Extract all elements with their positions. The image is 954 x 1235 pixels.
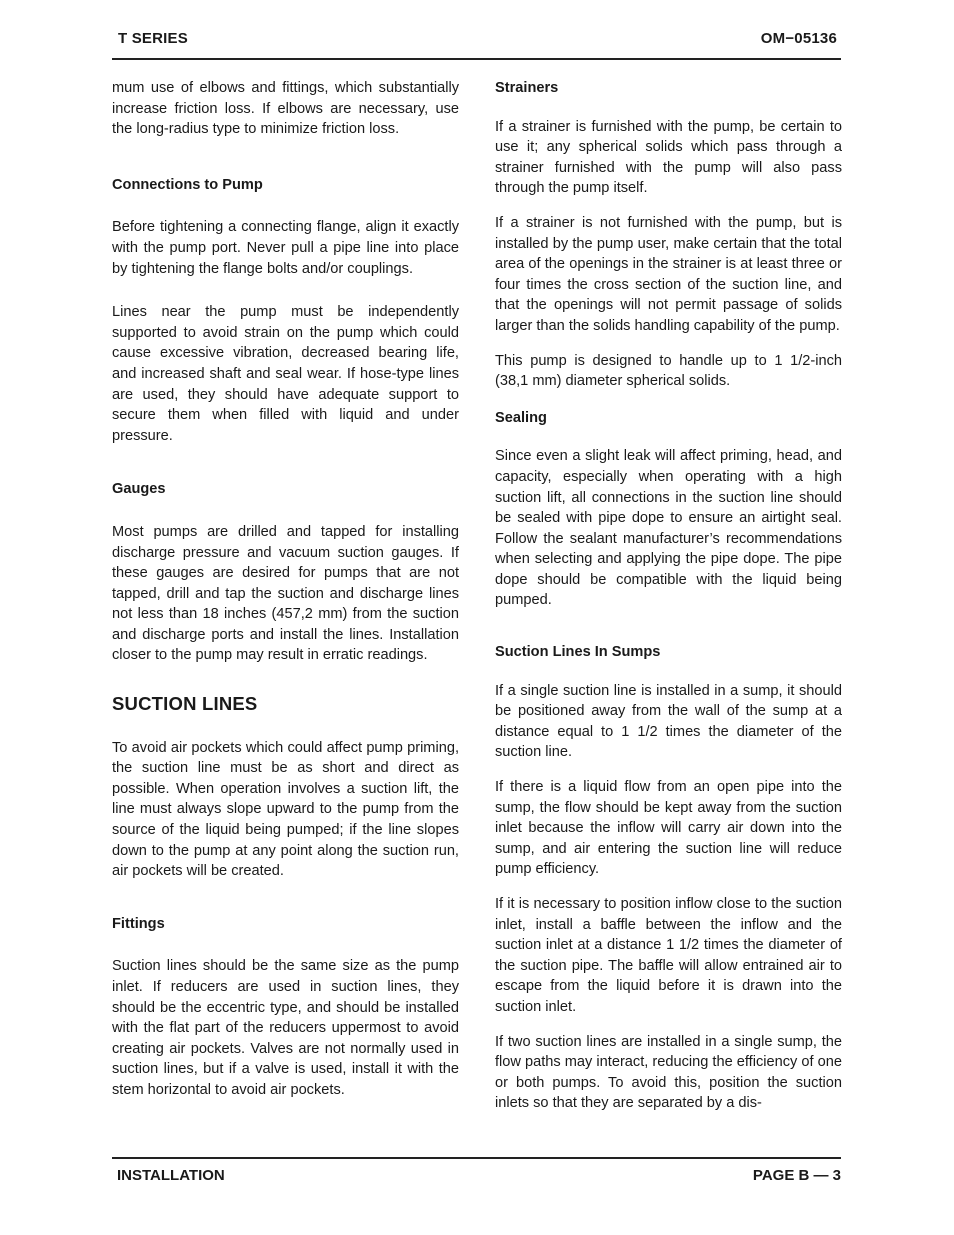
left-column [112, 78, 459, 1115]
connections-paragraph-2: Lines near the pump must be independently supported to avoid strain on the pump which could cause excessive vibration, decreased bearing life, and increased shaft and seal wear. If hose-type lines are used, they should have adequate support to secure them when filled with liquid and under pressure. [112, 304, 459, 444]
sumps-paragraph-2: If there is a liquid flow from an open pipe into the sump, the flow should be kept away from the suction inlet because the inflow will carry air down into the sump, and air entering the suction line will reduce pump efficiency. [495, 779, 842, 878]
page-footer [112, 1157, 841, 1189]
connections-paragraph-1: Before tightening a connecting flange, align it exactly with the pump port. Never pull a pipe line into place by tightening the flange bolts and/or couplings. [112, 219, 459, 277]
sealing-paragraph: Since even a slight leak will affect priming, head, and capacity, especially when operating with a high suction lift, all connections in the suction line should be sealed with pipe dope to ensure an airtight seal. Follow the sealant manufacturer’s recommendations when selecting and applying the pipe dope. The pipe dope should be compatible with the liquid being pumped. [495, 448, 842, 609]
connections-heading: Connections to Pump [112, 176, 263, 193]
right-column [495, 78, 842, 1128]
document-number: OM−05136 [760, 30, 837, 47]
sealing-heading: Sealing [495, 409, 547, 426]
suction-lines-heading: SUCTION LINES [112, 693, 258, 715]
fittings-paragraph: Suction lines should be the same size as the pump inlet. If reducers are used in suction lines, they should be the eccentric type, and should be installed with the flat part of the reducers uppermost to avoid creating air pockets. Valves are not normally used in suction lines, but if a valve is used, install it with the stem horizontal to avoid air pockets. [112, 958, 459, 1098]
sumps-paragraph-1: If a single suction line is installed in a sump, it should be positioned away from the wall of the sump at a distance equal to 1 1/2 times the diameter of the suction line. [495, 682, 842, 761]
page-number: PAGE B — 3 [752, 1167, 841, 1184]
gauges-paragraph: Most pumps are drilled and tapped for installing discharge pressure and vacuum suction gauges. If these gauges are desired for pumps that are not tapped, drill and tap the suction and discharge lines not less than 18 inches (457,2 mm) from the suction and discharge ports and install the lines. Installation closer to the pump may result in erratic readings. [112, 523, 459, 664]
series-title: T SERIES [118, 30, 188, 47]
strainers-paragraph-3: This pump is designed to handle up to 1 1/2-inch (38,1 mm) diameter spherical solids. [495, 352, 842, 390]
fittings-heading: Fittings [112, 915, 165, 932]
strainers-heading: Strainers [495, 80, 559, 96]
strainers-paragraph-2: If a strainer is not furnished with the pump, but is installed by the pump user, make certain that the total area of the openings in the strainer is at least three or four times the cross section of the suction line, and that the openings will not permit passage of solids larger than the solids handling capability of the pump. [495, 214, 842, 334]
suction-lines-paragraph: To avoid air pockets which could affect pump priming, the suction line must be as short and direct as possible. When operation involves a suction lift, the line must always slope upward to the pump from the source of the liquid being pumped; if the line slopes down to the pump at any point along the suction run, air pockets will be created. [112, 739, 459, 880]
strainers-paragraph-1: If a strainer is furnished with the pump, be certain to use it; any spherical solids which pass through a strainer furnished with the pump will also pass through the pump itself. [495, 118, 842, 197]
page-header [112, 28, 841, 60]
gauges-heading: Gauges [112, 481, 166, 498]
intro-paragraph: mum use of elbows and fittings, which substantially increase friction loss. If elbows are necessary, use the long-radius type to minimize friction loss. [112, 80, 459, 138]
sumps-heading: Suction Lines In Sumps [495, 644, 661, 661]
sumps-paragraph-4: If two suction lines are installed in a single sump, the flow paths may interact, reducing the efficiency of one or both pumps. To avoid this, position the suction inlets so that they are separated by a dis- [495, 1033, 842, 1112]
sumps-paragraph-3: If it is necessary to position inflow close to the suction inlet, install a baffle between the inflow and the suction inlet at a distance 1 1/2 times the diameter of the suction pipe. The baffle will allow entrained air to escape from the liquid before it is drawn into the suction inlet. [495, 896, 842, 1015]
section-name: INSTALLATION [117, 1167, 225, 1184]
